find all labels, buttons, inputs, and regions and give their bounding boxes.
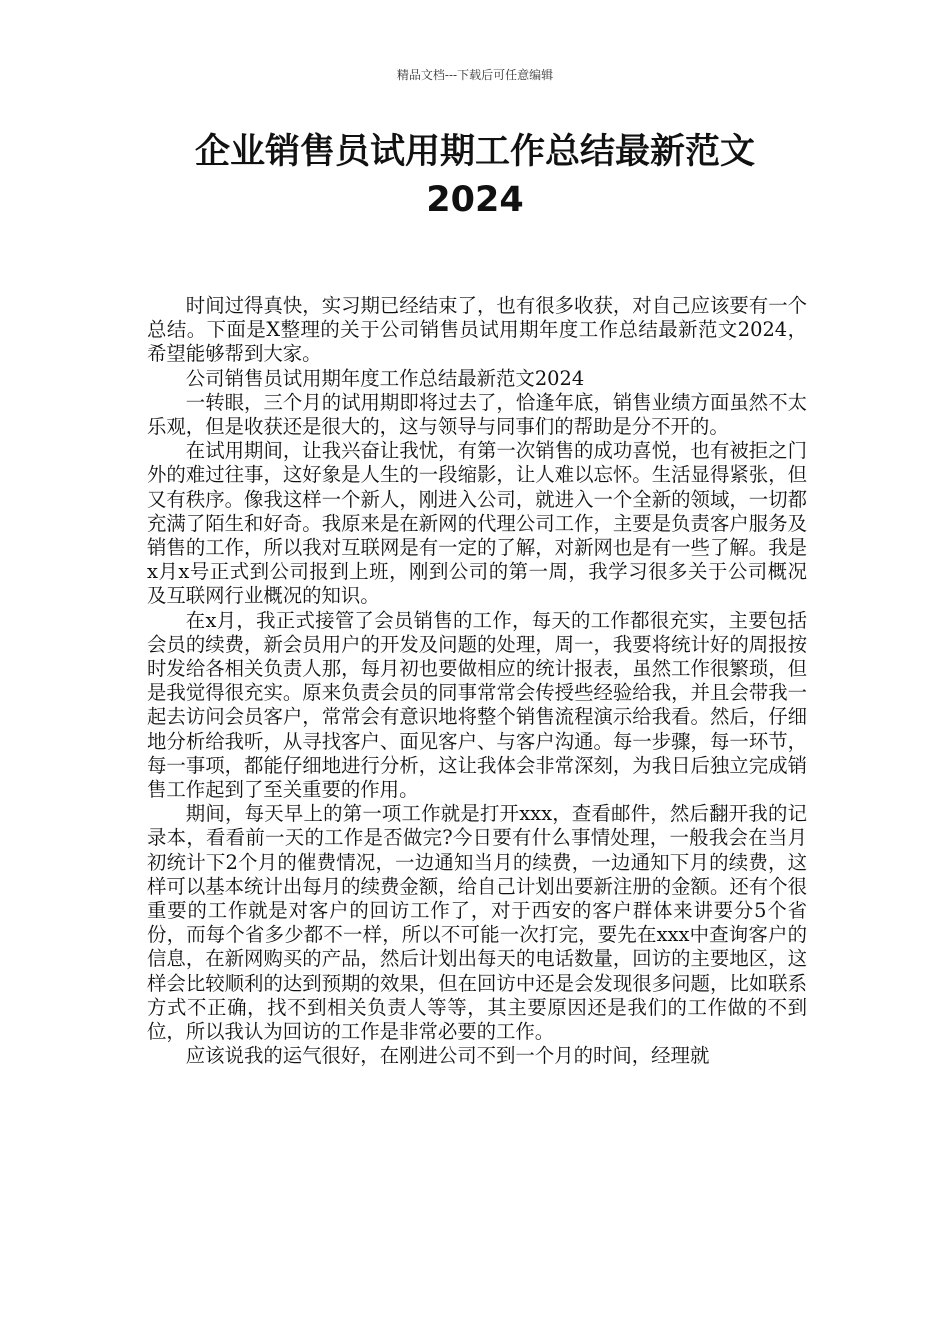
- paragraph: 在试用期间，让我兴奋让我忧，有第一次销售的成功喜悦，也有被拒之门外的难过往事，这好象是人生的一段缩影，让人难以忘怀。生活显得紧张，但又有秩序。像我这样一个新人，刚进入公司，就进入一个全新的领域，一切都充满了陌生和好奇。我原来是在新网的代理公司工作，主要是负责客户服务及销售的工作，所以我对互联网是有一定的了解，对新网也是有一些了解。我是x月x号正式到公司报到上班，刚到公司的第一周，我学习很多关于公司概况及互联网行业概况的知识。: [147, 439, 807, 608]
- paragraph: 一转眼，三个月的试用期即将过去了，恰逢年底，销售业绩方面虽然不太乐观，但是收获还是很大的，这与领导与同事们的帮助是分不开的。: [147, 390, 807, 439]
- body-text: [147, 294, 807, 1069]
- paragraph-subtitle: 公司销售员试用期年度工作总结最新范文2024: [185, 366, 585, 390]
- header-note: 精品文档---下载后可任意编辑: [396, 68, 554, 82]
- paragraph: 应该说我的运气很好，在刚进公司不到一个月的时间，经理就: [185, 1044, 710, 1068]
- paragraph: 期间，每天早上的第一项工作就是打开xxx，查看邮件，然后翻开我的记录本，看看前一天的工作是否做完?今日要有什么事情处理，一般我会在当月初统计下2个月的催费情况，一边通知当月的续费，一边通知下月的续费，这样可以基本统计出每月的续费金额，给自己计划出要新注册的金额。还有个很重要的工作就是对客户的回访工作了，对于西安的客户群体来讲要分5个省份，而每个省多少都不一样，所以不可能一次打完，要先在xxx中查询客户的信息，在新网购买的产品，然后计划出每天的电话数量，回访的主要地区，这样会比较顺利的达到预期的效果，但在回访中还是会发现很多问题，比如联系方式不正确，找不到相关负责人等等，其主要原因还是我们的工作做的不到位，所以我认为回访的工作是非常必要的工作。: [147, 802, 807, 1044]
- paragraph: 在x月，我正式接管了会员销售的工作，每天的工作都很充实，主要包括会员的续费，新会员用户的开发及问题的处理，周一，我要将统计好的周报按时发给各相关负责人那，每月初也要做相应的统计报表，虽然工作很繁琐，但是我觉得很充实。原来负责会员的同事常常会传授些经验给我，并且会带我一起去访问会员客户，常常会有意识地将整个销售流程演示给我看。然后，仔细地分析给我听，从寻找客户、面见客户、与客户沟通。每一步骤，每一环节，每一事项，都能仔细地进行分析，这让我体会非常深刻，为我日后独立完成销售工作起到了至关重要的作用。: [147, 608, 807, 802]
- paragraph: 时间过得真快，实习期已经结束了，也有很多收获，对自己应该要有一个总结。下面是X整理的关于公司销售员试用期年度工作总结最新范文2024，希望能够帮到大家。: [147, 294, 807, 366]
- title-line-2: 2024: [426, 180, 524, 220]
- title-line-1: 企业销售员试用期工作总结最新范文: [194, 132, 755, 172]
- page-title: [100, 128, 850, 224]
